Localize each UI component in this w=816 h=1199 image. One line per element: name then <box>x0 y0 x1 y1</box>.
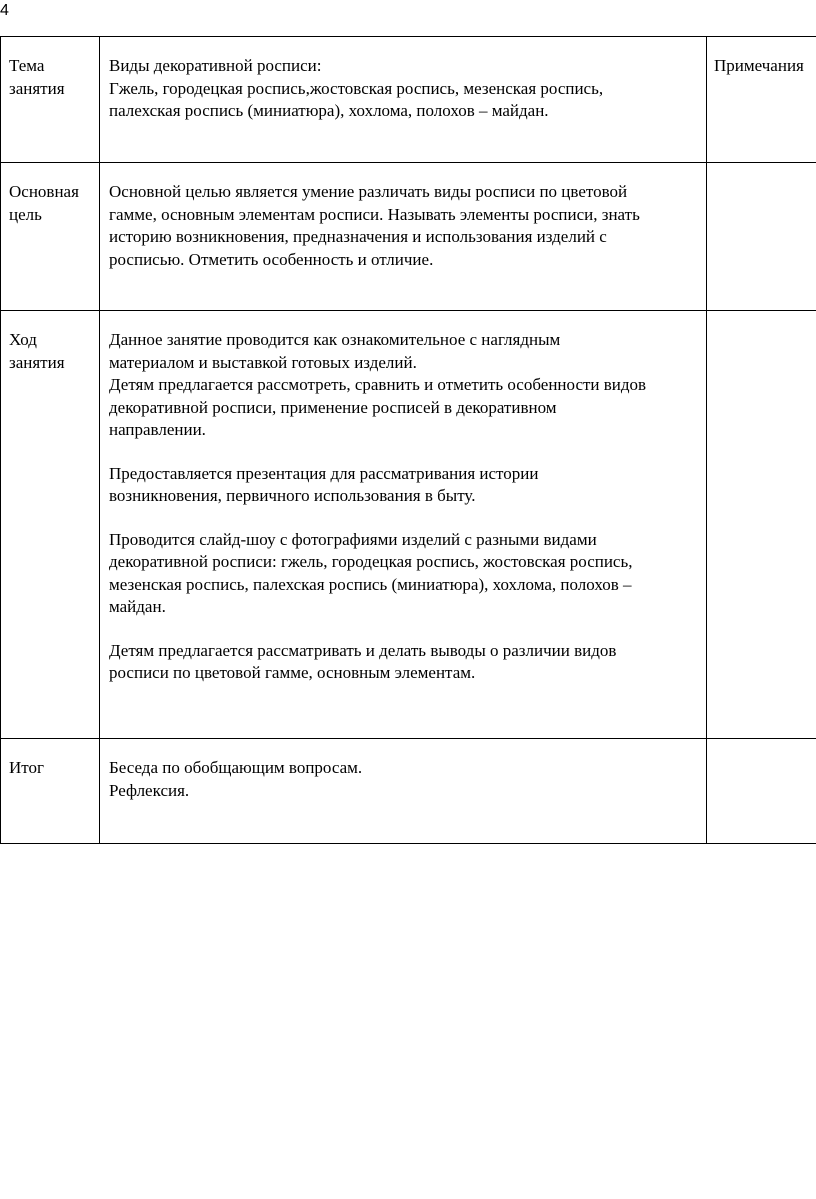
row-label-process <box>1 311 100 739</box>
table-row-summary <box>1 739 816 844</box>
table-row-process <box>1 311 816 739</box>
content-line: материалом и выставкой готовых изделий. <box>109 352 417 372</box>
paragraph-intro <box>109 329 702 442</box>
content-line: историю возникновения, предназначения и использования изделий с <box>109 227 607 246</box>
content-line: майдан. <box>109 597 166 616</box>
content-line: Детям предлагается рассмотреть, сравнить и отметить особенности видов <box>109 375 647 394</box>
content-line: Беседа по обобщающим вопросам. <box>109 758 363 777</box>
notes-header: Примечания <box>707 37 816 163</box>
row-content-topic <box>100 37 707 163</box>
row-label-line: занятия <box>9 78 65 98</box>
content-line: направлении. <box>109 420 206 439</box>
row-label-line: цель <box>9 204 42 224</box>
page-number: 4 <box>0 2 9 19</box>
notes-cell-empty <box>707 311 816 739</box>
row-content-process <box>100 311 707 739</box>
content-line: Гжель, городецкая роспись,жостовская роспись, мезенская роспись, <box>109 78 604 98</box>
content-line: Основной целью является умение различать виды росписи по цветовой <box>109 182 628 201</box>
row-label-summary <box>1 739 100 844</box>
notes-cell-empty <box>707 739 816 844</box>
content-line: Виды декоративной росписи: <box>109 56 322 75</box>
content-line: возникновения, первичного использования в быту. <box>109 486 476 505</box>
row-label-line: занятия <box>9 352 65 372</box>
paragraph-presentation <box>109 463 702 508</box>
content-line: мезенская роспись, палехская роспись (миниатюра), хохлома, полохов – <box>109 574 632 594</box>
content-line: Детям предлагается рассматривать и делать выводы о различии видов <box>109 640 617 660</box>
content-line: гамме, основным элементам росписи. Называть элементы росписи, знать <box>109 204 640 224</box>
content-line: Предоставляется презентация для рассматривания истории <box>109 463 539 483</box>
row-label-goal <box>1 163 100 311</box>
content-line: Рефлексия. <box>109 780 190 800</box>
table-row-topic <box>1 37 816 163</box>
lesson-plan-table <box>0 36 816 844</box>
row-label-line: Тема <box>9 56 45 75</box>
row-content-summary <box>100 739 707 844</box>
row-label-line: Основная <box>9 182 79 201</box>
content-line: Данное занятие проводится как ознакомительное с наглядным <box>109 330 561 349</box>
paragraph-slideshow <box>109 529 702 619</box>
table-row-goal <box>1 163 816 311</box>
content-line: декоративной росписи: гжель, городецкая роспись, жостовская роспись, <box>109 552 633 571</box>
content-line: декоративной росписи, применение росписей в декоративном <box>109 397 557 417</box>
content-line: росписи по цветовой гамме, основным элементам. <box>109 663 476 682</box>
content-line: Проводится слайд-шоу с фотографиями изделий с разными видами <box>109 529 597 549</box>
content-line: палехская роспись (миниатюра), хохлома, полохов – майдан. <box>109 101 549 120</box>
notes-cell-empty <box>707 163 816 311</box>
content-line: росписью. Отметить особенность и отличие. <box>109 249 434 269</box>
row-label-topic <box>1 37 100 163</box>
row-label-line: Ход <box>9 330 37 349</box>
row-content-goal <box>100 163 707 311</box>
paragraph-conclusions <box>109 640 702 685</box>
row-label-line: Итог <box>9 758 44 777</box>
